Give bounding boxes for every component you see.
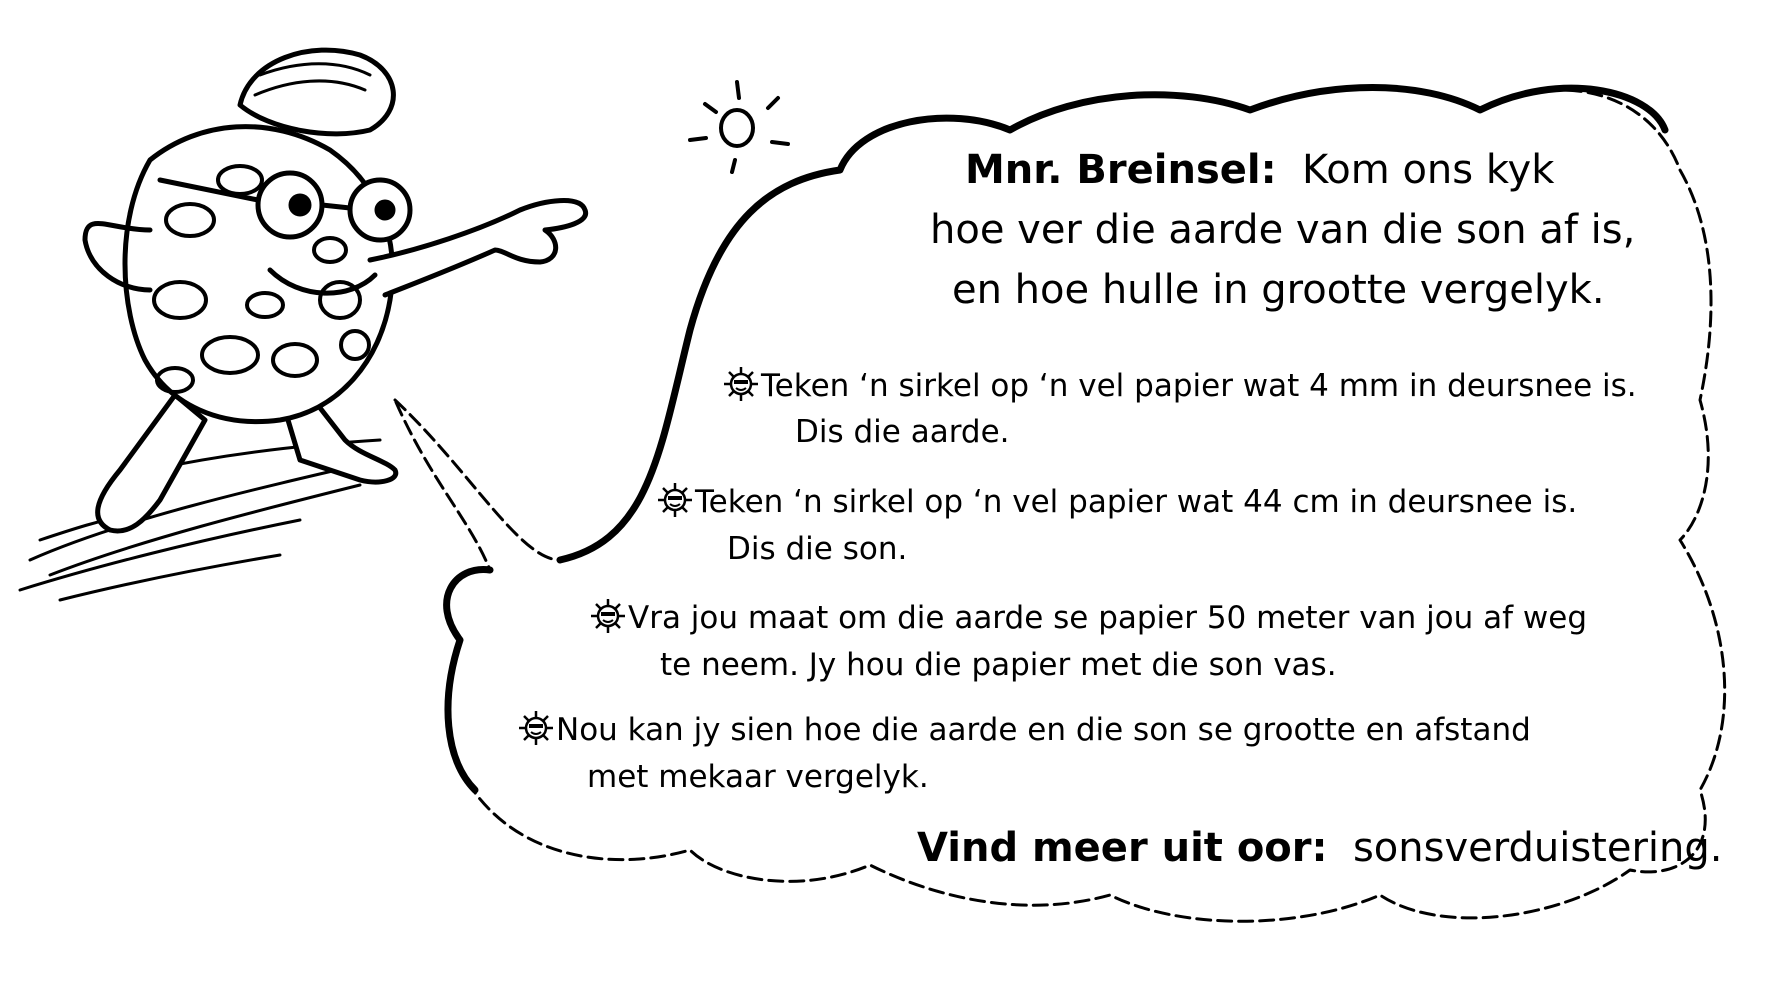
step-2-text: Teken ‘n sirkel op ‘n vel papier wat 44 cm in deursnee is. [695, 484, 1578, 520]
intro-line-2: hoe ver die aarde van die son af is, [930, 207, 1636, 253]
character-mnr-breinsel [85, 50, 586, 531]
sun-icon [590, 598, 626, 634]
speaker-name: Mnr. Breinsel: [965, 147, 1277, 193]
step-3-text: Vra jou maat om die aarde se papier 50 meter van jou af weg [628, 600, 1588, 636]
step-1-text: Teken ‘n sirkel op ‘n vel papier wat 4 mm in deursnee is. [761, 368, 1637, 404]
intro-line-1 [965, 147, 1555, 193]
step-4-line-1 [518, 710, 1531, 746]
step-1-line-2: Dis die aarde. [795, 414, 1010, 450]
step-4-text: Nou kan jy sien hoe die aarde en die son se grootte en afstand [556, 712, 1531, 748]
intro-text-1: Kom ons kyk [1302, 147, 1555, 193]
sun-icon [657, 482, 693, 518]
outro-topic: sonsverduistering. [1352, 825, 1723, 871]
step-2-line-1 [657, 482, 1577, 518]
outro-prefix: Vind meer uit oor: [917, 825, 1328, 871]
outro-line [917, 825, 1723, 871]
step-3-line-1 [590, 598, 1587, 634]
step-2-line-2: Dis die son. [727, 531, 908, 567]
sun-icon [518, 710, 554, 746]
sun-doodle-icon [690, 82, 788, 172]
intro-line-3: en hoe hulle in grootte vergelyk. [952, 267, 1605, 313]
step-4-line-2: met mekaar vergelyk. [587, 759, 929, 795]
step-3-line-2: te neem. Jy hou die papier met die son vas. [660, 647, 1337, 683]
sun-icon [723, 366, 759, 402]
step-1-line-1 [723, 366, 1637, 402]
